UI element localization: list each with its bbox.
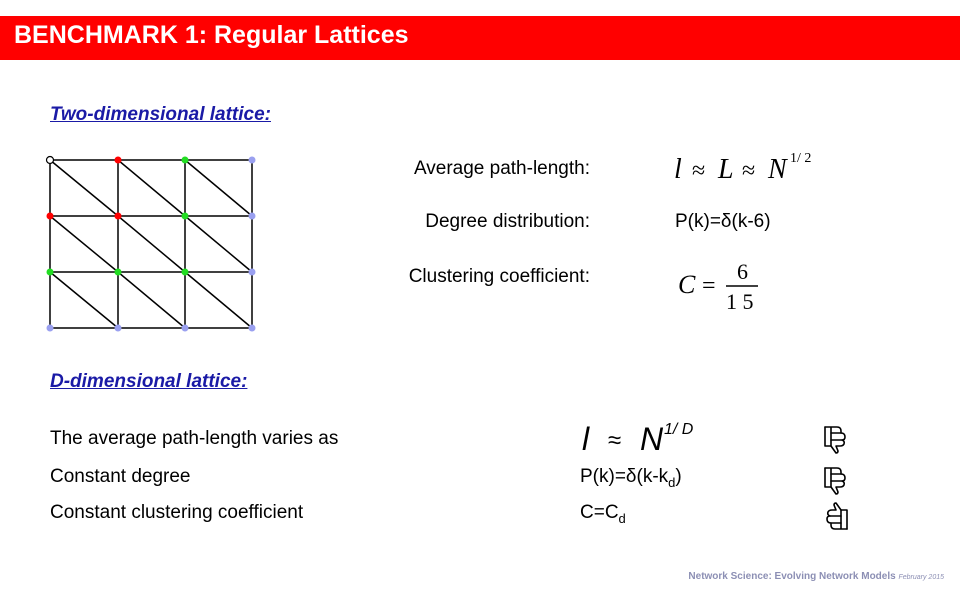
slide-title: BENCHMARK 1: Regular Lattices	[14, 21, 409, 49]
svg-text:1/ D: 1/ D	[664, 421, 694, 438]
constant-degree-value: $P(k)=\delta(k-k_d)$	[580, 466, 682, 490]
thumbs-down-icon	[822, 465, 850, 495]
lattice-node	[115, 213, 122, 220]
lattice-node	[47, 269, 54, 276]
lattice-node	[249, 157, 256, 164]
svg-text:L: L	[718, 154, 734, 185]
svg-text:≈: ≈	[692, 158, 706, 184]
path-length-formula-d	[576, 414, 706, 458]
lattice-node	[249, 325, 256, 332]
clustering-formula-2d	[676, 255, 776, 315]
svg-text:N: N	[768, 154, 787, 185]
clustering-coefficient-label: Clustering coefficient:	[408, 266, 590, 287]
degree-distribution-label: Degree distribution:	[425, 211, 590, 232]
thumbs-down-icon	[822, 424, 850, 454]
lattice-node	[47, 213, 54, 220]
lattice-node	[182, 269, 189, 276]
lattice-node	[182, 157, 189, 164]
constant-clustering-label: Constant clustering coefficient	[50, 502, 304, 523]
constant-degree-label: Constant degree	[50, 466, 191, 487]
lattice-node	[47, 325, 54, 332]
degree-distribution-value: P(k)=δ(k-6)	[675, 211, 771, 232]
footer-text: Network Science: Evolving Network Models	[688, 571, 896, 582]
svg-text:=: =	[702, 273, 716, 299]
footer-date: February 2015	[898, 574, 944, 581]
svg-text:1 5: 1 5	[726, 289, 754, 314]
lattice-edges	[50, 160, 252, 328]
d-dimensional-heading: D-dimensional lattice:	[50, 371, 248, 392]
path-length-varies-label: The average path-length varies as	[50, 428, 339, 449]
thumbs-up-icon	[822, 502, 850, 532]
lattice-node	[182, 213, 189, 220]
title-bar	[0, 16, 960, 60]
lattice-node	[115, 325, 122, 332]
svg-text:≈: ≈	[608, 427, 622, 454]
path-length-formula-2d	[670, 146, 820, 186]
lattice-node	[249, 213, 256, 220]
svg-text:N: N	[640, 421, 664, 457]
constant-clustering-value: $C=C_d$	[580, 502, 626, 526]
footer	[688, 571, 944, 582]
lattice-diagram	[40, 150, 264, 336]
lattice-node	[115, 157, 122, 164]
svg-text:6: 6	[737, 259, 748, 284]
two-dimensional-heading: Two-dimensional lattice:	[50, 104, 271, 125]
svg-text:≈: ≈	[742, 158, 756, 184]
svg-text:l: l	[674, 154, 682, 185]
average-path-length-label: Average path-length:	[413, 158, 590, 179]
lattice-node	[249, 269, 256, 276]
svg-text:l: l	[582, 421, 590, 457]
lattice-node	[182, 325, 189, 332]
svg-text:1/ 2: 1/ 2	[790, 151, 812, 166]
lattice-node	[115, 269, 122, 276]
svg-text:C: C	[678, 270, 696, 299]
lattice-node	[47, 157, 54, 164]
